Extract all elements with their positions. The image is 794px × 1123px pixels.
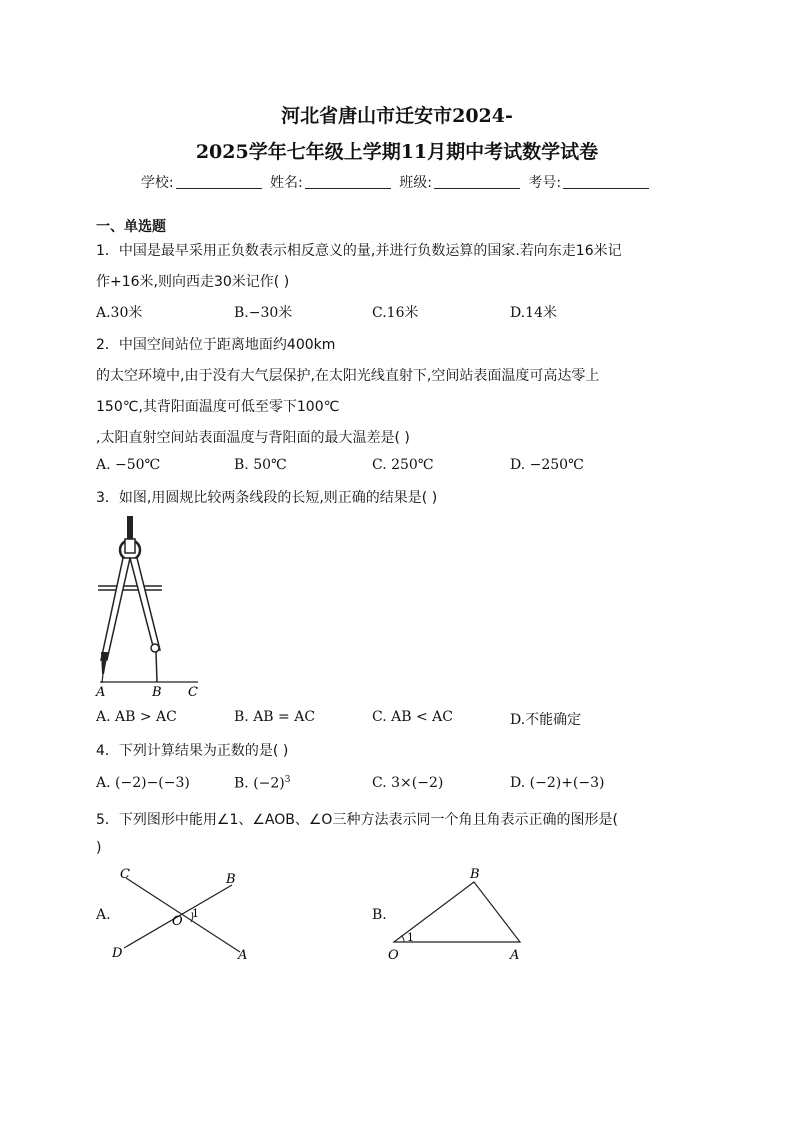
- school-label: 学校:: [140, 175, 174, 191]
- fig-a-label-d: D: [112, 946, 123, 961]
- q3-option-a[interactable]: A. AB > AC: [96, 709, 177, 725]
- line-ca: [126, 878, 240, 952]
- name-label: 姓名:: [270, 175, 303, 191]
- fig-a-label-a: A: [238, 948, 248, 963]
- school-blank[interactable]: [176, 174, 262, 189]
- q5-option-a-label[interactable]: A.: [96, 907, 111, 923]
- q5-line2: ): [96, 840, 102, 856]
- compass-left-leg: [101, 558, 130, 660]
- compass-figure: [90, 510, 210, 700]
- q5-option-b-label[interactable]: B.: [372, 907, 387, 923]
- q4-option-b-base: B. (−2): [234, 775, 285, 792]
- q4-option-a[interactable]: A. (−2)−(−3): [96, 775, 190, 791]
- name-blank[interactable]: [305, 174, 391, 189]
- q3-option-c[interactable]: C. AB < AC: [372, 709, 453, 725]
- class-blank[interactable]: [434, 174, 520, 189]
- q4-line1: 4．下列计算结果为正数的是( ): [96, 743, 289, 759]
- q2-line4: ,太阳直射空间站表面温度与背阳面的最大温差是( ): [96, 430, 410, 446]
- q2-option-d[interactable]: D. −250℃: [510, 457, 584, 473]
- q5-line1: 5．下列图形中能用∠1、∠AOB、∠O三种方法表示同一个角且角表示正确的图形是(: [96, 812, 618, 828]
- q2-line3: 150℃,其背阳面温度可低至零下100℃: [96, 399, 340, 415]
- q1-option-a[interactable]: A.30米: [96, 305, 143, 321]
- fig-b-label-1: 1: [407, 931, 414, 944]
- q4-option-b-exponent: 3: [284, 775, 291, 785]
- q4-option-b[interactable]: [234, 775, 290, 792]
- point-label-c: C: [188, 685, 198, 700]
- q4-option-d[interactable]: D. (−2)+(−3): [510, 775, 605, 791]
- exam-title-line2: 2025学年七年级上学期11月期中考试数学试卷: [195, 141, 599, 163]
- q2-option-b[interactable]: B. 50℃: [234, 457, 287, 473]
- q2-line2: 的太空环境中,由于没有大气层保护,在太阳光线直射下,空间站表面温度可高达零上: [96, 368, 600, 384]
- fig-a-label-c: C: [120, 867, 130, 882]
- point-label-a: A: [96, 685, 106, 700]
- q2-option-c[interactable]: C. 250℃: [372, 457, 434, 473]
- q4-option-c[interactable]: C. 3×(−2): [372, 775, 444, 791]
- q2-option-a[interactable]: A. −50℃: [96, 457, 161, 473]
- compass-right-leg: [130, 558, 160, 650]
- q1-line1: 1．中国是最早采用正负数表示相反意义的量,并进行负数运算的国家.若向东走16米记: [96, 243, 622, 259]
- exam-title-line1: 河北省唐山市迁安市2024-: [281, 105, 513, 127]
- q3-line1: 3．如图,用圆规比较两条线段的长短,则正确的结果是( ): [96, 490, 438, 506]
- q2-line1: 2．中国空间站位于距离地面约400km: [96, 337, 336, 353]
- fig-a-label-b: B: [226, 872, 236, 887]
- q1-option-c[interactable]: C.16米: [372, 305, 419, 321]
- q3-option-b[interactable]: B. AB = AC: [234, 709, 316, 725]
- q1-line2: 作+16米,则向西走30米记作( ): [96, 274, 290, 290]
- class-label: 班级:: [399, 175, 432, 191]
- exam-number-blank[interactable]: [563, 174, 649, 189]
- fig-b-label-o: O: [388, 948, 399, 963]
- fig-a-label-o: O: [172, 914, 183, 929]
- q1-option-d[interactable]: D.14米: [510, 305, 557, 321]
- fig-a-label-1: 1: [192, 907, 199, 920]
- q5-figure-a[interactable]: [108, 860, 258, 965]
- student-info-row: [0, 172, 794, 192]
- compass-handle: [127, 516, 133, 540]
- fig-b-label-a: A: [510, 948, 520, 963]
- exam-number-label: 考号:: [528, 175, 562, 191]
- q1-option-b[interactable]: B.−30米: [234, 305, 293, 321]
- section-title: 一、单选题: [96, 219, 166, 235]
- fig-b-label-b: B: [470, 867, 480, 882]
- q3-option-d[interactable]: D.不能确定: [510, 712, 582, 728]
- q5-figure-b[interactable]: [382, 862, 532, 964]
- point-label-b: B: [152, 685, 162, 700]
